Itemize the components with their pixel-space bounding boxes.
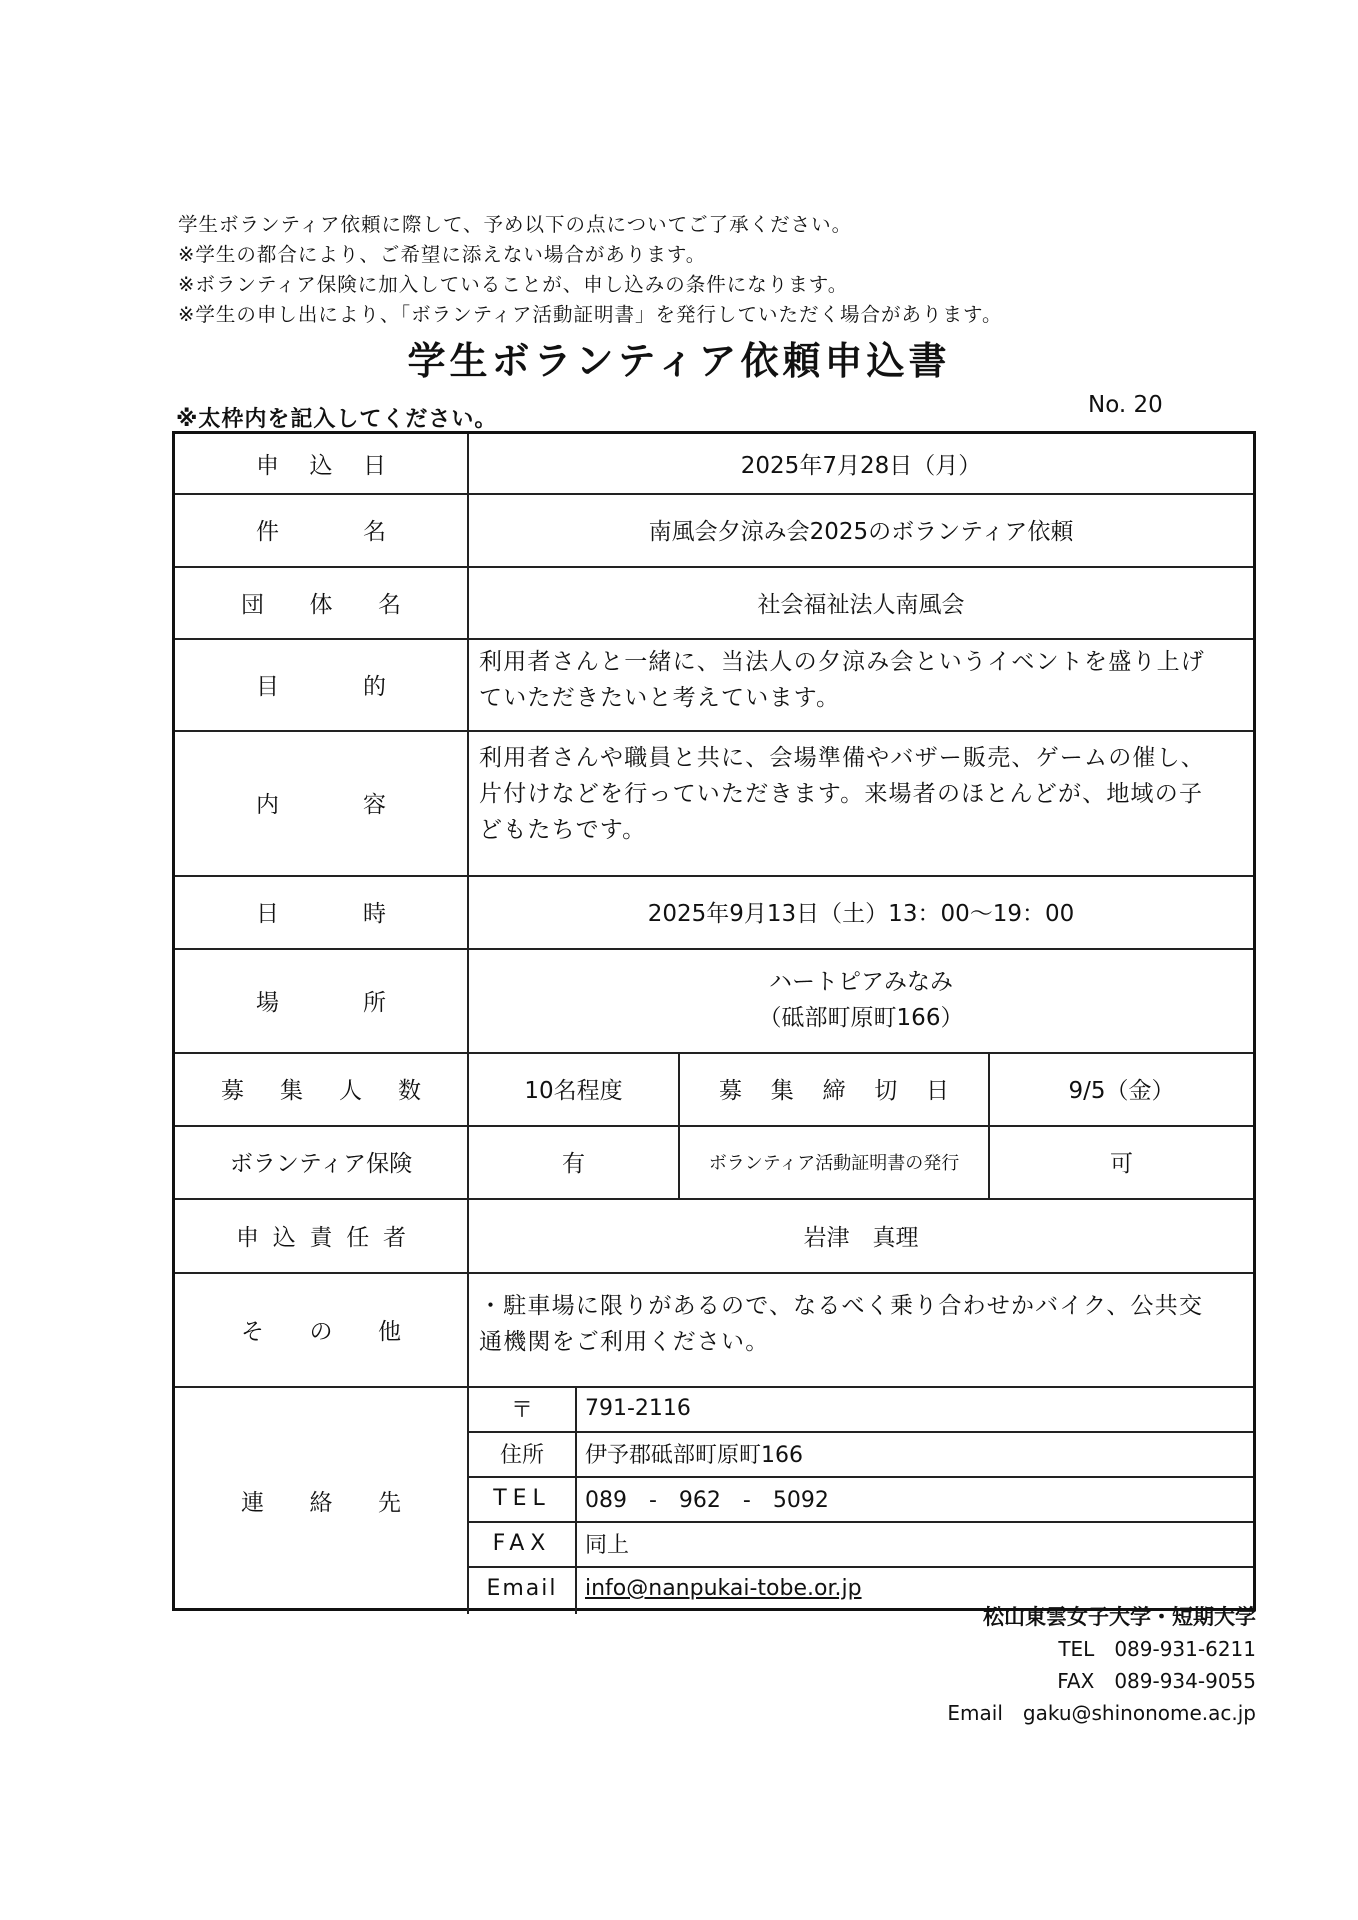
label-place: 場所 (256, 989, 386, 1016)
application-date-value: 2025年7月28日（月） (740, 453, 982, 479)
label-insurance: ボランティア保険 (229, 1151, 413, 1177)
contact-email-label: Email (486, 1576, 558, 1601)
notice-line: 学生ボランティア依頼に際して、予め以下の点についてご了承ください。 (178, 213, 853, 236)
content-value: 利用者さんや職員と共に、会場準備やバザー販売、ゲームの催し、 片付けなどを行っていただきます。来場者のほとんどが、地域の子 どもたちです。 (479, 745, 1205, 843)
contact-tel-label: TEL (493, 1486, 551, 1511)
label-purpose: 目的 (256, 673, 386, 700)
contact-address-label: 住所 (499, 1443, 544, 1468)
contact-tel-value: 089 - 962 - 5092 (585, 1488, 829, 1513)
notice-block (178, 210, 1002, 330)
label-application-date: 申込日 (256, 453, 386, 479)
label-datetime: 日時 (256, 901, 386, 927)
recruit-count-value: 10名程度 (524, 1078, 623, 1104)
contact-address-value: 伊予郡砥部町原町166 (585, 1443, 803, 1468)
other-value: ・駐車場に限りがあるので、なるべく乗り合わせかバイク、公共交 通機関をご利用ください。 (479, 1293, 1204, 1355)
footer-organization: 松山東雲女子大学・短期大学 (983, 1605, 1256, 1629)
footer-tel-label: TEL (1058, 1637, 1095, 1661)
label-content: 内容 (256, 792, 386, 818)
page-title: 学生ボランティア依頼申込書 (407, 339, 951, 383)
deadline-value: 9/5（金） (1068, 1078, 1175, 1104)
footer-tel-row (947, 1633, 1256, 1665)
label-manager: 申込責任者 (236, 1224, 406, 1251)
application-form (172, 431, 1256, 1611)
label-certificate: ボランティア活動証明書の発行 (708, 1152, 960, 1174)
insurance-value: 有 (562, 1151, 585, 1177)
organization-value: 社会福祉法人南風会 (757, 591, 965, 618)
certificate-value: 可 (1110, 1151, 1133, 1177)
subject-value: 南風会夕涼み会2025のボランティア依頼 (648, 519, 1074, 545)
footer-contact (947, 1601, 1256, 1729)
contact-fax-value: 同上 (585, 1533, 630, 1558)
label-recruit-count: 募集人数 (221, 1078, 421, 1104)
instruction-text: ※太枠内を記入してください。 (176, 407, 498, 432)
contact-postal-label: 〒 (510, 1398, 533, 1423)
footer-email-label: Email (947, 1701, 1003, 1725)
label-organization: 団体名 (241, 591, 401, 618)
contact-email-link[interactable]: info@nanpukai-tobe.or.jp (585, 1576, 862, 1601)
footer-tel: 089-931-6211 (1114, 1637, 1256, 1661)
label-other: その他 (241, 1318, 401, 1345)
notice-line: ※学生の都合により、ご希望に添えない場合があります。 (178, 243, 707, 266)
footer-fax-label: FAX (1057, 1669, 1095, 1693)
footer-fax-row (947, 1665, 1256, 1697)
contact-fax-label: FAX (492, 1531, 552, 1556)
footer-email[interactable]: gaku@shinonome.ac.jp (1022, 1701, 1256, 1725)
footer-fax: 089-934-9055 (1114, 1669, 1256, 1693)
document-number: No. 20 (1088, 392, 1163, 418)
notice-line: ※学生の申し出により、「ボランティア活動証明書」を発行していただく場合があります。 (178, 303, 1003, 326)
label-deadline: 募集締切日 (719, 1078, 949, 1104)
label-contact: 連絡先 (241, 1489, 401, 1516)
contact-postal-value: 791-2116 (585, 1396, 691, 1421)
footer-email-row (947, 1697, 1256, 1729)
place-value: ハートピアみなみ （砥部町原町166） (758, 969, 964, 1031)
notice-line: ※ボランティア保険に加入していることが、申し込みの条件になります。 (178, 273, 849, 296)
datetime-value: 2025年9月13日（土）13：00〜19：00 (647, 901, 1075, 927)
purpose-value: 利用者さんと一緒に、当法人の夕涼み会というイベントを盛り上げ ていただきたいと考えています。 (479, 649, 1205, 711)
manager-value: 岩津 真理 (803, 1224, 919, 1251)
label-subject: 件名 (256, 519, 386, 545)
